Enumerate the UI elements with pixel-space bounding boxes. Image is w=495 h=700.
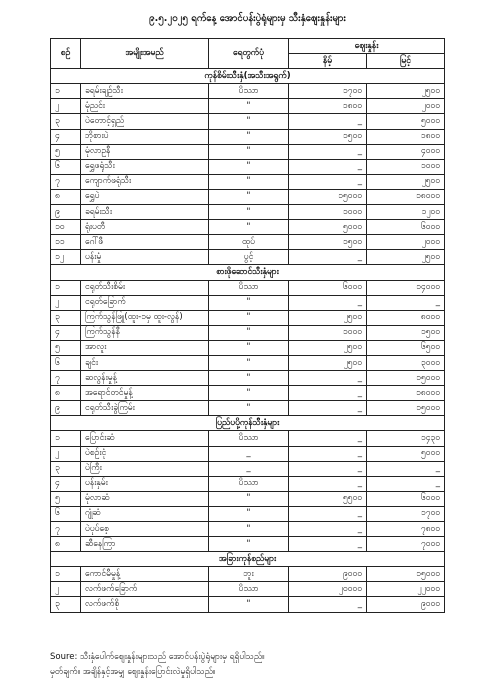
- cell-high: ၆၀၀၀: [367, 491, 445, 506]
- cell-unit: ပွင့်: [209, 250, 289, 265]
- cell-unit: ": [209, 114, 289, 129]
- cell-high: _: [367, 476, 445, 491]
- cell-unit: ": [209, 159, 289, 174]
- cell-no: ၃: [51, 597, 81, 612]
- cell-high: _: [367, 295, 445, 310]
- cell-high: ၆၅၀၀: [367, 340, 445, 355]
- cell-unit: ": [209, 99, 289, 114]
- cell-low: _: [289, 597, 367, 612]
- cell-name: မုံညင်း: [81, 99, 209, 114]
- cell-name: မုံလာဥနီ: [81, 144, 209, 159]
- cell-unit: ပိဿာ: [209, 431, 289, 446]
- table-row: [51, 355, 445, 370]
- page-title: ၉.၅.၂၀၂၅ ရက်နေ့ အောင်ပန်းပွဲရုံများမှ သီးနှံဈေးနှုန်းများ: [149, 13, 346, 24]
- table-row: [51, 220, 445, 235]
- cell-no: ၁: [51, 431, 81, 446]
- cell-unit: ": [209, 144, 289, 159]
- table-row: [51, 129, 445, 144]
- cell-name: ဂေါ်ဖီ: [81, 235, 209, 250]
- section-header-row: [51, 552, 445, 567]
- cell-unit: ": [209, 220, 289, 235]
- cell-high: ၇၈၀၀: [367, 522, 445, 537]
- cell-name: ကြက်သွန်နီ: [81, 325, 209, 340]
- cell-low: _: [289, 506, 367, 521]
- cell-low: ၅၅၀၀: [289, 491, 367, 506]
- table-row: [51, 567, 445, 582]
- cell-no: ၆: [51, 159, 81, 174]
- table-row: [51, 205, 445, 220]
- table-row: [51, 446, 445, 461]
- cell-name: ရွှေပဲ: [81, 189, 209, 204]
- cell-name: ပန်းမှုံ: [81, 250, 209, 265]
- cell-low: ၉၀၀၀: [289, 567, 367, 582]
- cell-unit: ပိဿာ: [209, 280, 289, 295]
- cell-unit: ဘူး: [209, 567, 289, 582]
- cell-no: ၅: [51, 144, 81, 159]
- cell-low: ၁၅၀၀: [289, 235, 367, 250]
- cell-no: ၇: [51, 174, 81, 189]
- cell-low: ၂၅၀၀: [289, 340, 367, 355]
- cell-unit: ": [209, 205, 289, 220]
- table-row: [51, 174, 445, 189]
- cell-high: ၅၀၀၀: [367, 446, 445, 461]
- cell-low: ၁၈၀၀: [289, 99, 367, 114]
- cell-high: ၁၅၀၀၀: [367, 567, 445, 582]
- cell-no: ၃: [51, 114, 81, 129]
- cell-unit: ပိဿာ: [209, 476, 289, 491]
- cell-high: ၅၀၀၀: [367, 114, 445, 129]
- cell-name: ရွှေဖရုံသီး: [81, 159, 209, 174]
- cell-name: ငရုတ်ခြောက်: [81, 295, 209, 310]
- table-row: [51, 114, 445, 129]
- cell-low: _: [289, 174, 367, 189]
- table-row: [51, 476, 445, 491]
- cell-no: ၂: [51, 99, 81, 114]
- cell-low: ၁၅၀၀: [289, 129, 367, 144]
- cell-name: လက်ဖက်စို: [81, 597, 209, 612]
- cell-unit: ထုပ်: [209, 235, 289, 250]
- cell-no: ၇: [51, 522, 81, 537]
- cell-high: ၂၀၀၀: [367, 99, 445, 114]
- cell-low: _: [289, 476, 367, 491]
- cell-high: ၁၅၀၀၀: [367, 401, 445, 416]
- cell-unit: ": [209, 537, 289, 552]
- cell-no: ၆: [51, 506, 81, 521]
- cell-no: ၁: [51, 567, 81, 582]
- cell-low: _: [289, 431, 367, 446]
- cell-high: ၁၈၀၀: [367, 129, 445, 144]
- cell-no: ၂: [51, 446, 81, 461]
- table-row: [51, 431, 445, 446]
- cell-name: ပြောင်းဆံ: [81, 431, 209, 446]
- cell-name: ကြက်သွန်ဖြူ(ထူး-၁မှ ထူး-လွန်): [81, 310, 209, 325]
- cell-no: ၈: [51, 386, 81, 401]
- cell-high: ၆၀၀၀: [367, 220, 445, 235]
- table-row: [51, 506, 445, 521]
- header-price-group: ဈေးနှုန်း: [289, 39, 445, 54]
- header-unit: ရေတွက်ပုံ: [209, 39, 289, 69]
- section-title: ကုန်စိမ်းသီးနှံ(အသီးအရွက်): [51, 69, 445, 84]
- cell-high: ၂၅၀၀: [367, 174, 445, 189]
- cell-low: _: [289, 537, 367, 552]
- cell-high: ၇၀၀၀: [367, 537, 445, 552]
- cell-no: ၂: [51, 582, 81, 597]
- cell-high: ၁၇၀၀: [367, 506, 445, 521]
- cell-high: ၁၅၀၀၀: [367, 371, 445, 386]
- section-header-row: [51, 265, 445, 280]
- cell-low: _: [289, 114, 367, 129]
- cell-low: _: [289, 250, 367, 265]
- cell-low: _: [289, 159, 367, 174]
- cell-name: ခရမ်းချဉ်သီး: [81, 84, 209, 99]
- cell-high: ၁၅၀၀: [367, 325, 445, 340]
- cell-unit: ": [209, 522, 289, 537]
- cell-unit: ": [209, 325, 289, 340]
- cell-no: ၈: [51, 189, 81, 204]
- cell-no: ၂: [51, 295, 81, 310]
- cell-low: _: [289, 295, 367, 310]
- table-row: [51, 189, 445, 204]
- table-row: [51, 371, 445, 386]
- cell-high: ၂၅၀၀: [367, 84, 445, 99]
- cell-low: ၁၇၀၀: [289, 84, 367, 99]
- cell-high: ၁၀၀၀: [367, 159, 445, 174]
- cell-unit: ": [209, 295, 289, 310]
- cell-unit: ": [209, 386, 289, 401]
- cell-no: ၄: [51, 129, 81, 144]
- cell-name: ဆလွန်းမှုန့်: [81, 371, 209, 386]
- cell-name: ငရုတ်သီးခွဲကြမ်း: [81, 401, 209, 416]
- cell-no: ၃: [51, 461, 81, 476]
- cell-low: _: [289, 401, 367, 416]
- cell-name: ငရုတ်သီးစိမ်း: [81, 280, 209, 295]
- table-row: [51, 144, 445, 159]
- table-row: [51, 250, 445, 265]
- table-header: [51, 39, 445, 69]
- table-row: [51, 159, 445, 174]
- cell-no: ၅: [51, 340, 81, 355]
- cell-no: ၁: [51, 84, 81, 99]
- cell-name: ဆီနေကြာ: [81, 537, 209, 552]
- cell-unit: ": [209, 310, 289, 325]
- cell-unit: ": [209, 491, 289, 506]
- cell-high: _: [367, 461, 445, 476]
- cell-high: ၄၀၀၀: [367, 144, 445, 159]
- cell-high: ၁၄၀၀၀: [367, 280, 445, 295]
- table-row: [51, 295, 445, 310]
- cell-low: ၂၅၀၀: [289, 310, 367, 325]
- table-row: [51, 461, 445, 476]
- table-row: [51, 99, 445, 114]
- cell-name: ပဲပုပ်စေ့: [81, 522, 209, 537]
- cell-name: အရောင်တင်မှုန့်: [81, 386, 209, 401]
- cell-name: မုံလာဆံ: [81, 491, 209, 506]
- header-name: အမျိုးအမည်: [81, 39, 209, 69]
- cell-no: ၁၁: [51, 235, 81, 250]
- cell-name: ခရမ်းသီး: [81, 205, 209, 220]
- cell-name: ကျောက်ဖရုံသီး: [81, 174, 209, 189]
- cell-unit: ": [209, 401, 289, 416]
- source-note: Soure: သီးနှံပေါက်ဈေးနှုန်းများသည် အောင်ပန်းပွဲရုံများမှ ရရှိပါသည်။: [50, 652, 265, 662]
- cell-unit: ": [209, 371, 289, 386]
- cell-high: ၉၀၀၀: [367, 597, 445, 612]
- cell-no: ၁၂: [51, 250, 81, 265]
- cell-high: ၂၅၀၀: [367, 250, 445, 265]
- table-row: [51, 522, 445, 537]
- cell-high: ၃၀၀၀: [367, 355, 445, 370]
- cell-unit: ": [209, 189, 289, 204]
- cell-low: _: [289, 386, 367, 401]
- cell-unit: ": [209, 174, 289, 189]
- cell-no: ၇: [51, 371, 81, 386]
- section-title: ပြည်ပပို့ကုန်သီးနှံများ: [51, 416, 445, 431]
- cell-unit: ": [209, 355, 289, 370]
- table-row: [51, 235, 445, 250]
- table-row: [51, 340, 445, 355]
- table-row: [51, 84, 445, 99]
- cell-unit: ပိဿာ: [209, 582, 289, 597]
- cell-unit: ": [209, 597, 289, 612]
- cell-high: ၁၄၃၀: [367, 431, 445, 446]
- cell-no: ၄: [51, 476, 81, 491]
- table-row: [51, 401, 445, 416]
- table-row: [51, 325, 445, 340]
- cell-high: ၂၂၀၀၀: [367, 582, 445, 597]
- cell-no: ၁: [51, 280, 81, 295]
- cell-low: ၆၀၀၀: [289, 280, 367, 295]
- header-high: မြင့်: [367, 54, 445, 69]
- cell-unit: ": [209, 506, 289, 521]
- cell-name: ဘိုစားပဲ: [81, 129, 209, 144]
- cell-name: ပဲတောင့်ရှည်: [81, 114, 209, 129]
- table-row: [51, 280, 445, 295]
- cell-low: _: [289, 144, 367, 159]
- table-row: [51, 582, 445, 597]
- cell-name: ပဲစဉ်းငုံ: [81, 446, 209, 461]
- cell-high: ၂၀၀၀: [367, 235, 445, 250]
- cell-low: _: [289, 522, 367, 537]
- cell-low: _: [289, 446, 367, 461]
- cell-no: ၃: [51, 310, 81, 325]
- header-no: စဉ်: [51, 39, 81, 69]
- cell-no: ၅: [51, 491, 81, 506]
- remark-note: မှတ်ချက်။ အချိန်နှင့်အမျှ ဈေးနှုန်းပြောင်းလဲမှုရှိပါသည်။: [50, 667, 216, 677]
- cell-no: ၁၀: [51, 220, 81, 235]
- cell-no: ၈: [51, 537, 81, 552]
- cell-unit: ": [209, 340, 289, 355]
- section-title: စားဖိုဆောင်သီးနှံများ: [51, 265, 445, 280]
- cell-low: _: [289, 461, 367, 476]
- cell-name: ဂျုံဆံ: [81, 506, 209, 521]
- table-body: [51, 69, 445, 612]
- cell-name: ပန်းနှမ်း: [81, 476, 209, 491]
- cell-unit: ပိဿာ: [209, 84, 289, 99]
- section-header-row: [51, 416, 445, 431]
- cell-name: အာလူး: [81, 340, 209, 355]
- table-row: [51, 310, 445, 325]
- cell-name: ပဲကြီး: [81, 461, 209, 476]
- cell-low: ၅၀၀၀: [289, 220, 367, 235]
- table-row: [51, 491, 445, 506]
- cell-unit: ": [209, 129, 289, 144]
- cell-no: ၆: [51, 355, 81, 370]
- cell-name: ကောင်မီမှုန့်: [81, 567, 209, 582]
- cell-high: ၁၈၀၀၀: [367, 386, 445, 401]
- cell-no: ၉: [51, 401, 81, 416]
- cell-name: လက်ဖက်ခြောက်: [81, 582, 209, 597]
- cell-low: ၂၅၀၀: [289, 355, 367, 370]
- cell-high: ၁၂၀၀: [367, 205, 445, 220]
- cell-no: ၄: [51, 325, 81, 340]
- table-row: [51, 537, 445, 552]
- cell-low: ၁၀၀၀: [289, 325, 367, 340]
- cell-unit: _: [209, 461, 289, 476]
- table-row: [51, 386, 445, 401]
- cell-low: ၁၀၀၀: [289, 205, 367, 220]
- cell-high: ၁၈၀၀၀: [367, 189, 445, 204]
- cell-name: ချင်း: [81, 355, 209, 370]
- cell-no: ၉: [51, 205, 81, 220]
- cell-low: ၂၀၀၀၀: [289, 582, 367, 597]
- cell-low: _: [289, 371, 367, 386]
- table-row: [51, 597, 445, 612]
- cell-unit: _: [209, 446, 289, 461]
- price-table: [50, 38, 445, 613]
- cell-low: ၁၅၀၀၀: [289, 189, 367, 204]
- cell-name: ရုံးပတီ: [81, 220, 209, 235]
- section-header-row: [51, 69, 445, 84]
- cell-high: ၈၀၀၀: [367, 310, 445, 325]
- header-low: နိမ့်: [289, 54, 367, 69]
- section-title: အခြားကုန်စည်များ: [51, 552, 445, 567]
